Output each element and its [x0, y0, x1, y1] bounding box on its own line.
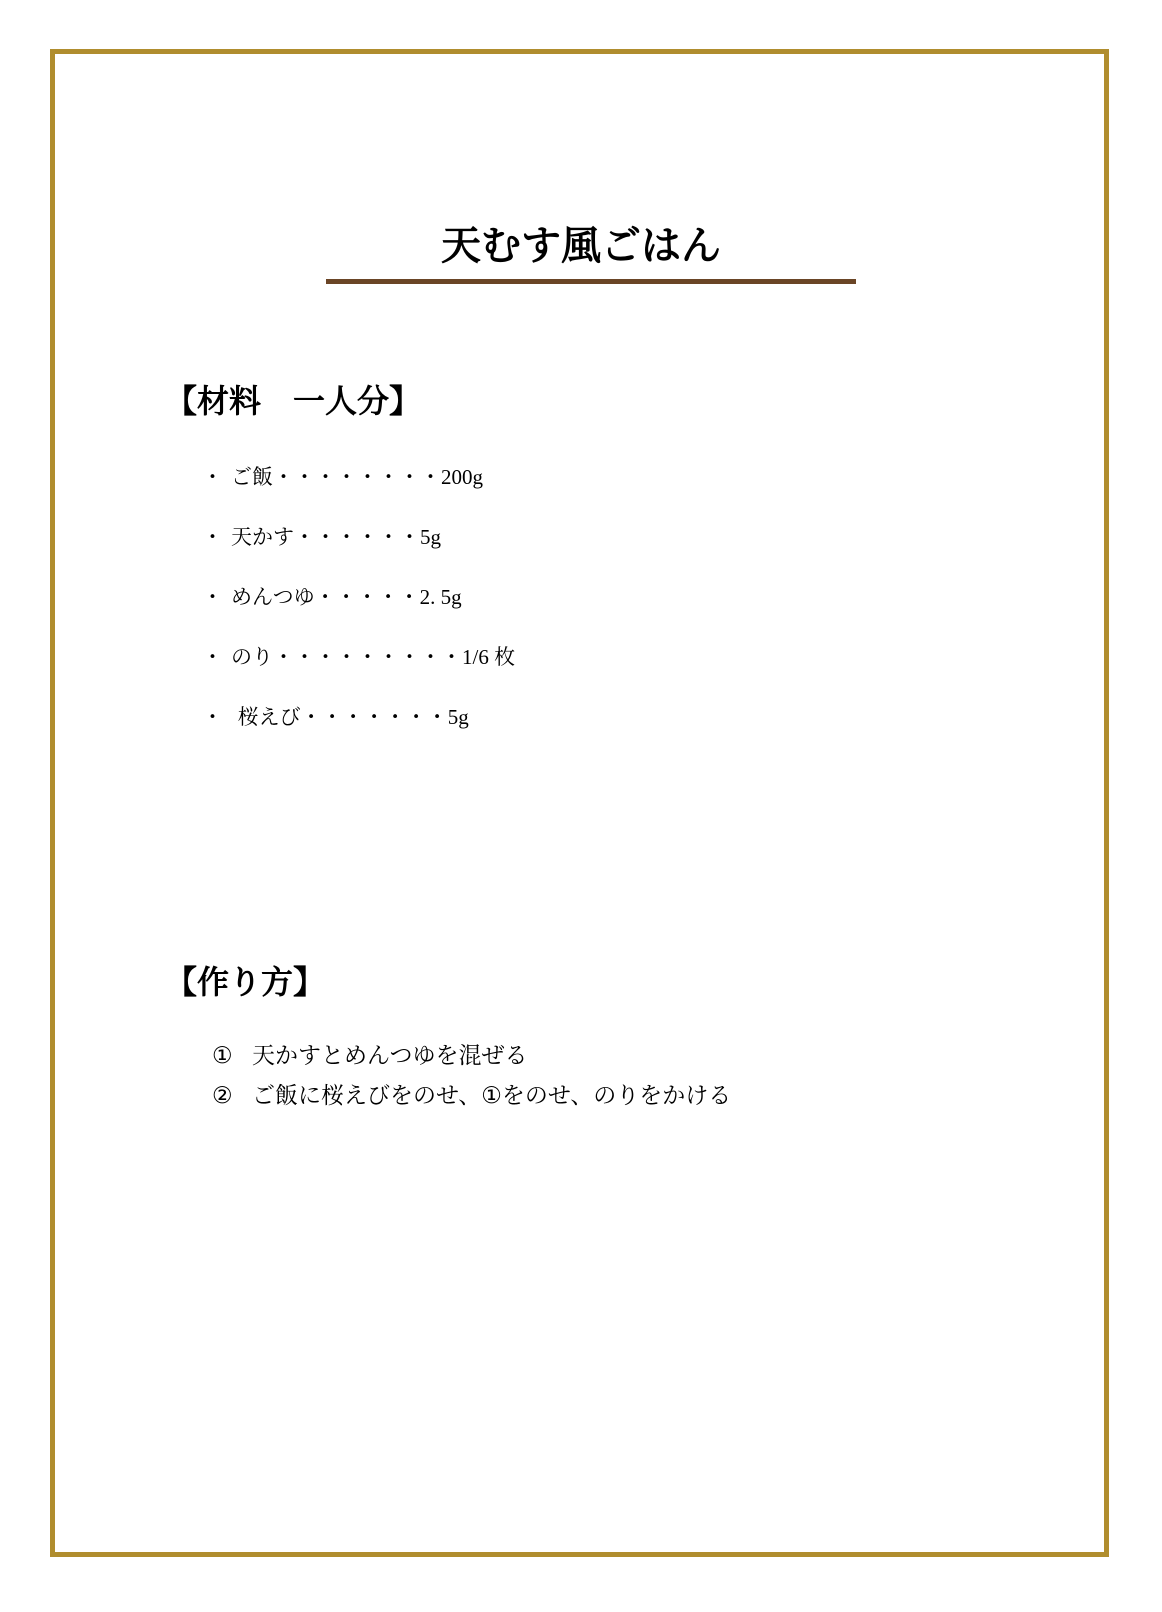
ingredient-item — [202, 522, 515, 582]
method-heading: 【作り方】 — [165, 963, 326, 1001]
step-text: ご飯に桜えびをのせ、①をのせ、のりをかける — [252, 1083, 732, 1109]
ingredient-amount: 5g — [447, 705, 469, 729]
recipe-title: 天むす風ごはん — [441, 223, 721, 269]
bullet-icon: ・ — [202, 465, 223, 489]
ingredients-list — [202, 462, 515, 762]
ingredient-amount: 200g — [441, 465, 483, 489]
ingredient-line — [231, 702, 469, 732]
bullet-icon: ・ — [202, 645, 223, 669]
ingredient-item — [202, 642, 515, 702]
ingredient-name: ご飯・・・・・・・・ — [231, 465, 441, 489]
ingredient-amount: 1/6 枚 — [462, 645, 516, 669]
bullet-icon: ・ — [202, 525, 223, 549]
ingredient-name: めんつゆ・・・・・ — [231, 585, 420, 609]
ingredients-heading: 【材料 一人分】 — [165, 382, 422, 420]
ingredient-line — [231, 582, 462, 612]
ingredient-name: 桜えび・・・・・・・ — [231, 705, 448, 729]
bullet-icon: ・ — [202, 705, 223, 729]
step-text: 天かすとめんつゆを混ぜる — [252, 1043, 528, 1069]
bullet-icon: ・ — [202, 585, 223, 609]
ingredient-item — [202, 582, 515, 642]
ingredient-item — [202, 462, 515, 522]
step-item — [212, 1076, 731, 1116]
ingredient-line — [231, 642, 515, 672]
step-item — [212, 1036, 731, 1076]
title-underline — [326, 279, 856, 284]
ingredient-line — [231, 462, 483, 492]
ingredient-name: のり・・・・・・・・・ — [231, 645, 462, 669]
steps-list — [212, 1036, 731, 1116]
ingredient-name: 天かす・・・・・・ — [231, 525, 420, 549]
page-border — [50, 49, 1109, 1557]
ingredient-item — [202, 702, 515, 762]
step-number: ② — [212, 1083, 233, 1109]
ingredient-amount: 5g — [420, 525, 441, 549]
ingredient-line — [231, 522, 441, 552]
ingredient-amount: 2. 5g — [419, 585, 462, 609]
step-number: ① — [212, 1043, 233, 1069]
